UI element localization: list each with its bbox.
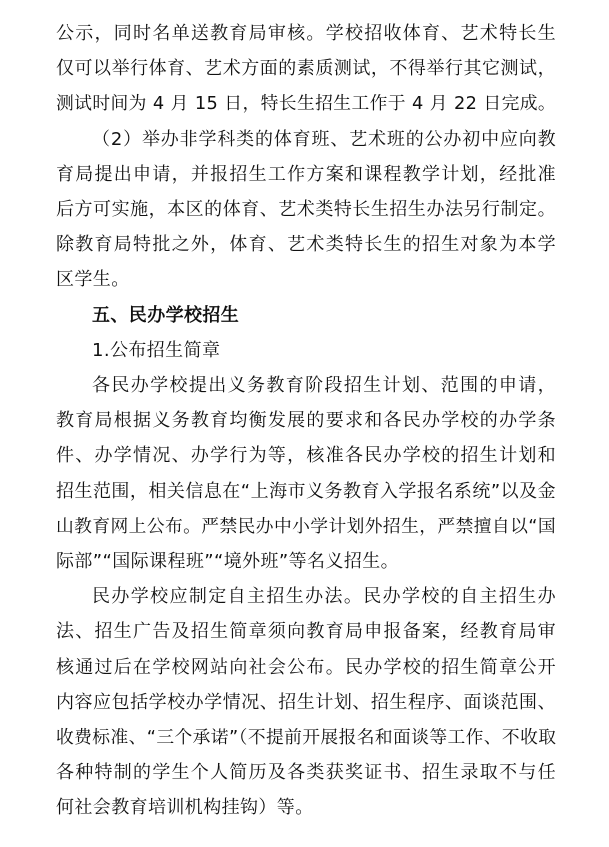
text-line: 区学生。 — [56, 269, 130, 291]
text-line: 育局提出申请，并报招生工作方案和课程教学计划，经批准 — [56, 163, 556, 185]
text-line: 核通过后在学校网站向社会公布。民办学校的招生简章公开 — [56, 656, 556, 678]
text-line: 测试时间为 4 月 15 日，特长生招生工作于 4 月 22 日完成。 — [56, 93, 557, 115]
text-line: 教育局根据义务教育均衡发展的要求和各民办学校的办学条 — [56, 410, 556, 432]
subsection-heading: 1.公布招生简章 — [92, 339, 221, 361]
text-line: （2）举办非学科类的体育班、艺术班的公办初中应向教 — [92, 128, 556, 150]
text-line: 际部”“国际课程班”“境外班”等名义招生。 — [56, 551, 400, 572]
text-line: 山教育网上公布。严禁民办中小学计划外招生，严禁擅自以“国 — [56, 516, 556, 537]
text-line: 收费标准、“三个承诺”（不提前开展报名和面谈等工作、不收取 — [56, 728, 557, 748]
text-line: 除教育局特批之外，体育、艺术类特长生的招生对象为本学 — [56, 234, 556, 256]
text-line: 民办学校应制定自主招生办法。民办学校的自主招生办 — [92, 586, 556, 608]
text-line: 公示，同时名单送教育局审核。学校招收体育、艺术特长生 — [56, 23, 556, 44]
text-line: 内容应包括学校办学情况、招生计划、招生程序、面谈范围、 — [56, 691, 556, 713]
text-line: 各种特制的学生个人简历及各类获奖证书、招生录取不与任 — [56, 762, 556, 784]
text-line: 法、招生广告及招生简章须向教育局申报备案，经教育局审 — [56, 621, 556, 643]
section-heading: 五、民办学校招生 — [92, 304, 240, 326]
text-line: 件、办学情况、办学行为等，核准各民办学校的招生计划和 — [56, 445, 556, 467]
text-line: 仅可以举行体育、艺术方面的素质测试，不得举行其它测试， — [56, 58, 556, 80]
text-line: 招生范围，相关信息在“上海市义务教育入学报名系统”以及金 — [56, 480, 556, 502]
text-line: 何社会教育培训机构挂钩）等。 — [56, 797, 314, 819]
text-line: 各民办学校提出义务教育阶段招生计划、范围的申请， — [92, 375, 556, 396]
text-line: 后方可实施，本区的体育、艺术类特长生招生办法另行制定。 — [56, 199, 556, 220]
